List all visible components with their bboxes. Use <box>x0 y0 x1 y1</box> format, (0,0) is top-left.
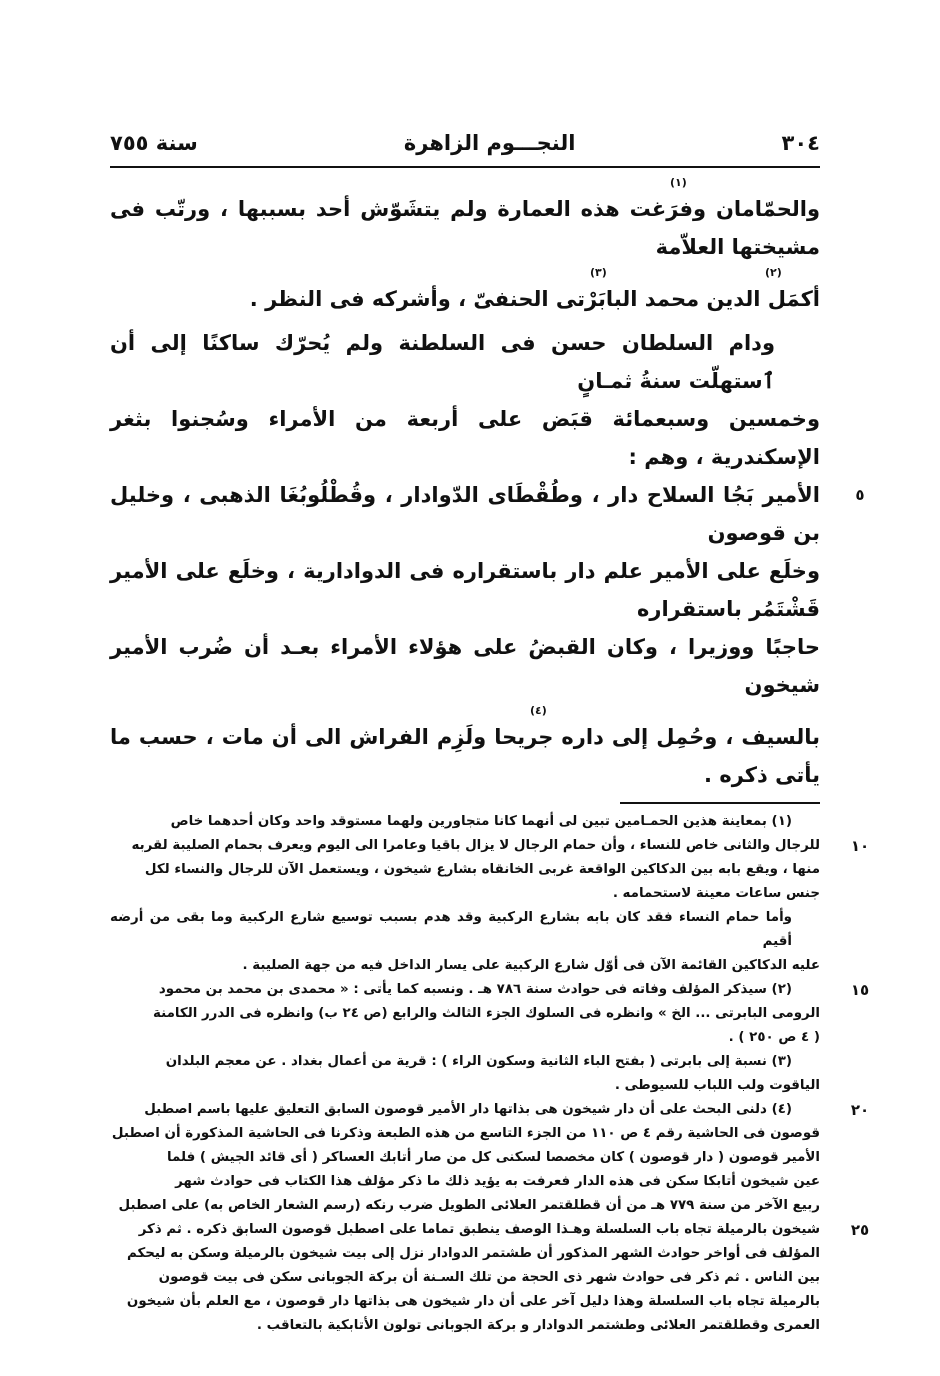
footnote-line: المؤلف فى أواخر حوادث الشهر المذكور أن طشتمر الدوادار نزل إلى بيت شيخون بالرميلة وسكن به ليحكم <box>126 1245 820 1261</box>
marker-row <box>110 176 820 190</box>
footnote-line: (١) بمعاينة هذين الحمـامين تبين لى أنهما كانا متجاورين ولهما مستوقد واحد وكان أحدهما خاص <box>170 813 792 829</box>
footnote-line: وأما حمام النساء فقد كان بابه بشارع الركبية وقد هدم بسبب توسيع شارع الركبية وما بقى من أرضه أقيم <box>110 909 792 949</box>
footnotes <box>110 810 890 1338</box>
book-page <box>110 128 890 1338</box>
text-line: بالسيف ، وحُمِل إلى داره جريحا ولَزِم الفراش الى أن مات ، حسب ما يأتى ذكره . <box>110 725 820 787</box>
text-line: وخلَع على الأمير علم دار باستقراره فى الدوادارية ، وخلَع على الأمير قَشْتَمُر باستقراره <box>110 559 820 621</box>
line-number: ١٥ <box>850 980 870 999</box>
text-line: أكمَل الدين محمد البابَرْتى الحنفىّ ، وأشركه فى النظر . <box>249 287 820 311</box>
footnote-line: الرومى البابرتى ... الخ » وانظره فى السلوك الجزء الثالث والرابع (ص ٢٤ ب) وانظره فى الدرر الكامنة <box>153 1005 820 1021</box>
text-line: وخمسين وسبعمائة قبَض على أربعة من الأمراء وسُجنوا بثغر الإسكندرية ، وهم : <box>110 407 820 469</box>
text-line: ودام السلطان حسن فى السلطنة ولم يُحرّك ساكنًا إلى أن ٱستهلّت سنةُ ثمـانٍ <box>110 331 775 393</box>
line-number: ٢٥ <box>850 1220 870 1239</box>
footnote-line: العمرى وقطلقتمر العلائى وطشتمر الدوادار و بركة الجوبانى تولون الأتابكية بالتعاقب . <box>256 1317 820 1333</box>
year-label: سنة ٧٥٥ <box>110 131 198 155</box>
page-number: ٣٠٤ <box>781 131 820 155</box>
footnote-line: منها ، ويقع بابه بين الدكاكين الواقعة غربى الخانقاه بشارع شيخون ، ويستعمل الآن للرجال والنساء لكل <box>144 861 820 877</box>
main-text <box>110 176 890 794</box>
footnote-line: عين شيخون أتابكا سكن فى هذه الدار فعرفت به يؤيد ذلك ما ذكر مؤلف هذا الكتاب فى حوادث شهر <box>175 1173 820 1189</box>
footnote-line: للرجال والثانى خاص للنساء ، وأن حمام الرجال لا يزال باقيا وعامرا الى اليوم ويعرف بحمام الصليبة لقربه <box>131 837 820 853</box>
footnote-line: عليه الدكاكين القائمة الآن فى أوّل شارع الركبية على يسار الداخل فيه من جهة الصليبة . <box>242 957 820 973</box>
footnote-line: بالرميلة تجاه باب السلسلة وهذا دليل آخر على أن دار شيخون هى بذاتها دار قوصون ، مع العلم بأن شيخون <box>126 1293 820 1309</box>
footnote-line: جنس ساعات معينة لاستحمامه . <box>612 885 820 901</box>
running-title: النجـــوم الزاهرة <box>403 131 576 155</box>
footnote-line: (٤) دلنى البحث على أن دار شيخون هى بذاتها دار الأمير قوصون السابق التعليق عليها باسم اصطبل <box>144 1101 792 1117</box>
text-line: الأمير بَجُا السلاح دار ، وطُقْطَاى الدّوادار ، وقُطْلُوبُغَا الذهبى ، وخليل بن قوصون <box>110 483 820 545</box>
footnote-line: ( ٤ ص ٢٥٠ ) . <box>728 1029 820 1045</box>
text-line: والحمّامان وفرَغت هذه العمارة ولم يتشَوّش أحد بسببها ، ورتّب فى مشيختها العلاّمة <box>110 197 820 259</box>
footnote-marker-1: (١) <box>670 176 687 189</box>
page-header <box>110 128 820 158</box>
footnote-line: الياقوت ولب اللباب للسيوطى . <box>614 1077 820 1093</box>
line-number: ٥ <box>855 486 865 504</box>
footnote-line: (٢) سيذكر المؤلف وفاته فى حوادث سنة ٧٨٦ هـ . ونسبه كما يأتى : « محمدى بن محمد بن محمود <box>158 981 792 997</box>
footnote-marker-3: (٣) <box>590 266 607 279</box>
footnote-line: قوصون فى الحاشية رقم ٤ ص ١١٠ من الجزء التاسع من هذه الطبعة وذكرنا فى الحاشية المذكورة أن اصطبل <box>111 1125 820 1141</box>
footnote-line: شيخون بالرميلة تجاه باب السلسلة وهـذا الوصف ينطبق تماما على اصطبل قوصون السابق ذكره . ثم ذكر <box>138 1221 820 1237</box>
footnote-line: ربيع الآخر من سنة ٧٧٩ هـ من أن قطلقتمر العلائى الطويل ضرب رنكه (رسم الشعار الخاص به) على اصطبل <box>118 1197 820 1213</box>
header-rule <box>110 166 820 168</box>
line-number: ١٠ <box>850 836 870 855</box>
footnote-line: الأمير قوصون ( دار قوصون ) كان مخصصا لسكنى كل من صار أتابك العساكر ( أى قائد الجيش ) فلما <box>167 1149 820 1165</box>
text-line: حاجبًا ووزيرا ، وكان القبضُ على هؤلاء الأمراء بعـد أن ضُرب الأمير شيخون <box>110 635 820 697</box>
footnote-marker-2: (٢) <box>765 266 782 279</box>
footnote-separator <box>620 802 820 804</box>
marker-row <box>110 704 820 718</box>
footnote-line: (٣) نسبة إلى بابرتى ( بفتح الباء الثانية وسكون الراء ) : قرية من أعمال بغداد . عن معجم البلدان <box>165 1053 792 1069</box>
marker-row <box>110 266 820 280</box>
footnote-marker-4: (٤) <box>530 704 547 717</box>
line-number: ٢٠ <box>850 1100 870 1119</box>
footnote-line: بين الناس . ثم ذكر فى حوادث شهر ذى الحجة من تلك السـنة أن بركة الجوبانى سكن فى بيت قوصون <box>158 1269 820 1285</box>
